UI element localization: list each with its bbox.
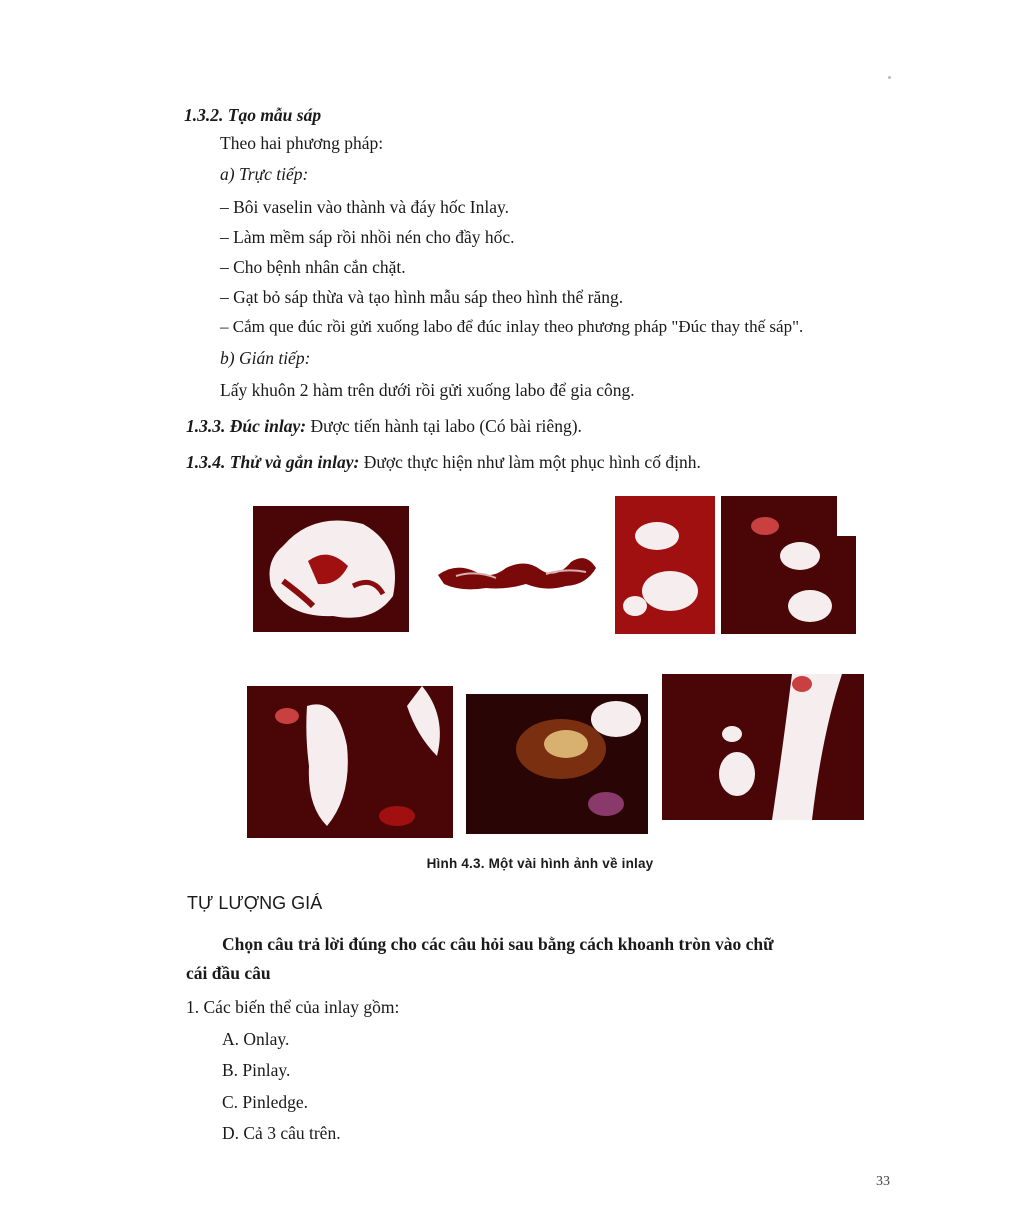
direct-step-2: – Làm mềm sáp rồi nhồi nén cho đầy hốc. — [220, 227, 515, 247]
direct-step-5: – Cắm que đúc rồi gửi xuống labo để đúc inlay theo phương pháp "Đúc thay thế sáp". — [220, 317, 804, 336]
inlay-photo-1-graphic — [253, 506, 409, 632]
direct-step-4: – Gạt bỏ sáp thừa và tạo hình mẫu sáp theo hình thể răng. — [220, 287, 624, 307]
direct-step-3: – Cho bệnh nhân cắn chặt. — [220, 257, 406, 277]
section-heading-1-3-3: 1.3.3. Đúc inlay: — [186, 416, 307, 436]
inlay-photo-6-graphic — [662, 674, 864, 820]
question-1: 1. Các biến thể của inlay gồm: — [186, 997, 400, 1017]
option-a: A. Onlay. — [222, 1029, 290, 1049]
inlay-photo-3 — [615, 496, 856, 634]
direct-step-1: – Bôi vaselin vào thành và đáy hốc Inlay. — [220, 197, 509, 217]
section-1-3-4 — [186, 451, 701, 473]
inlay-photo-3-graphic — [615, 496, 856, 634]
instruction-line-1: Chọn câu trả lời đúng cho các câu hỏi sau bằng cách khoanh tròn vào chữ — [222, 934, 774, 954]
inlay-photo-5-graphic — [466, 694, 648, 834]
option-b: B. Pinlay. — [222, 1060, 291, 1080]
section-text-1-3-4: Được thực hiện như làm một phục hình cố định. — [359, 452, 701, 472]
option-d: D. Cả 3 câu trên. — [222, 1123, 341, 1143]
indirect-method-label: b) Gián tiếp: — [220, 348, 311, 368]
self-assessment-title: TỰ LƯỢNG GIÁ — [187, 893, 323, 913]
methods-intro: Theo hai phương pháp: — [220, 133, 384, 153]
section-text-1-3-3: Được tiến hành tại labo (Có bài riêng). — [306, 416, 582, 436]
direct-method-label: a) Trực tiếp: — [220, 164, 309, 184]
inlay-photo-4 — [247, 686, 453, 838]
instruction-line-2: cái đầu câu — [186, 963, 271, 983]
section-heading-1-3-2: 1.3.2. Tạo mẫu sáp — [184, 105, 322, 125]
option-c: C. Pinledge. — [222, 1092, 309, 1112]
inlay-photo-2 — [436, 540, 602, 610]
section-1-3-3 — [186, 415, 582, 437]
figure-caption: Hình 4.3. Một vài hình ảnh về inlay — [426, 856, 654, 871]
inlay-photo-2-graphic — [436, 540, 602, 610]
inlay-photo-6 — [662, 674, 864, 820]
inlay-photo-5 — [466, 694, 648, 834]
scan-speck — [888, 76, 891, 79]
section-heading-1-3-4: 1.3.4. Thử và gắn inlay: — [186, 452, 360, 472]
inlay-photo-1 — [253, 506, 409, 632]
page-number: 33 — [876, 1174, 890, 1189]
indirect-method-text: Lấy khuôn 2 hàm trên dưới rồi gửi xuống labo để gia công. — [220, 380, 635, 400]
inlay-photo-4-graphic — [247, 686, 453, 838]
